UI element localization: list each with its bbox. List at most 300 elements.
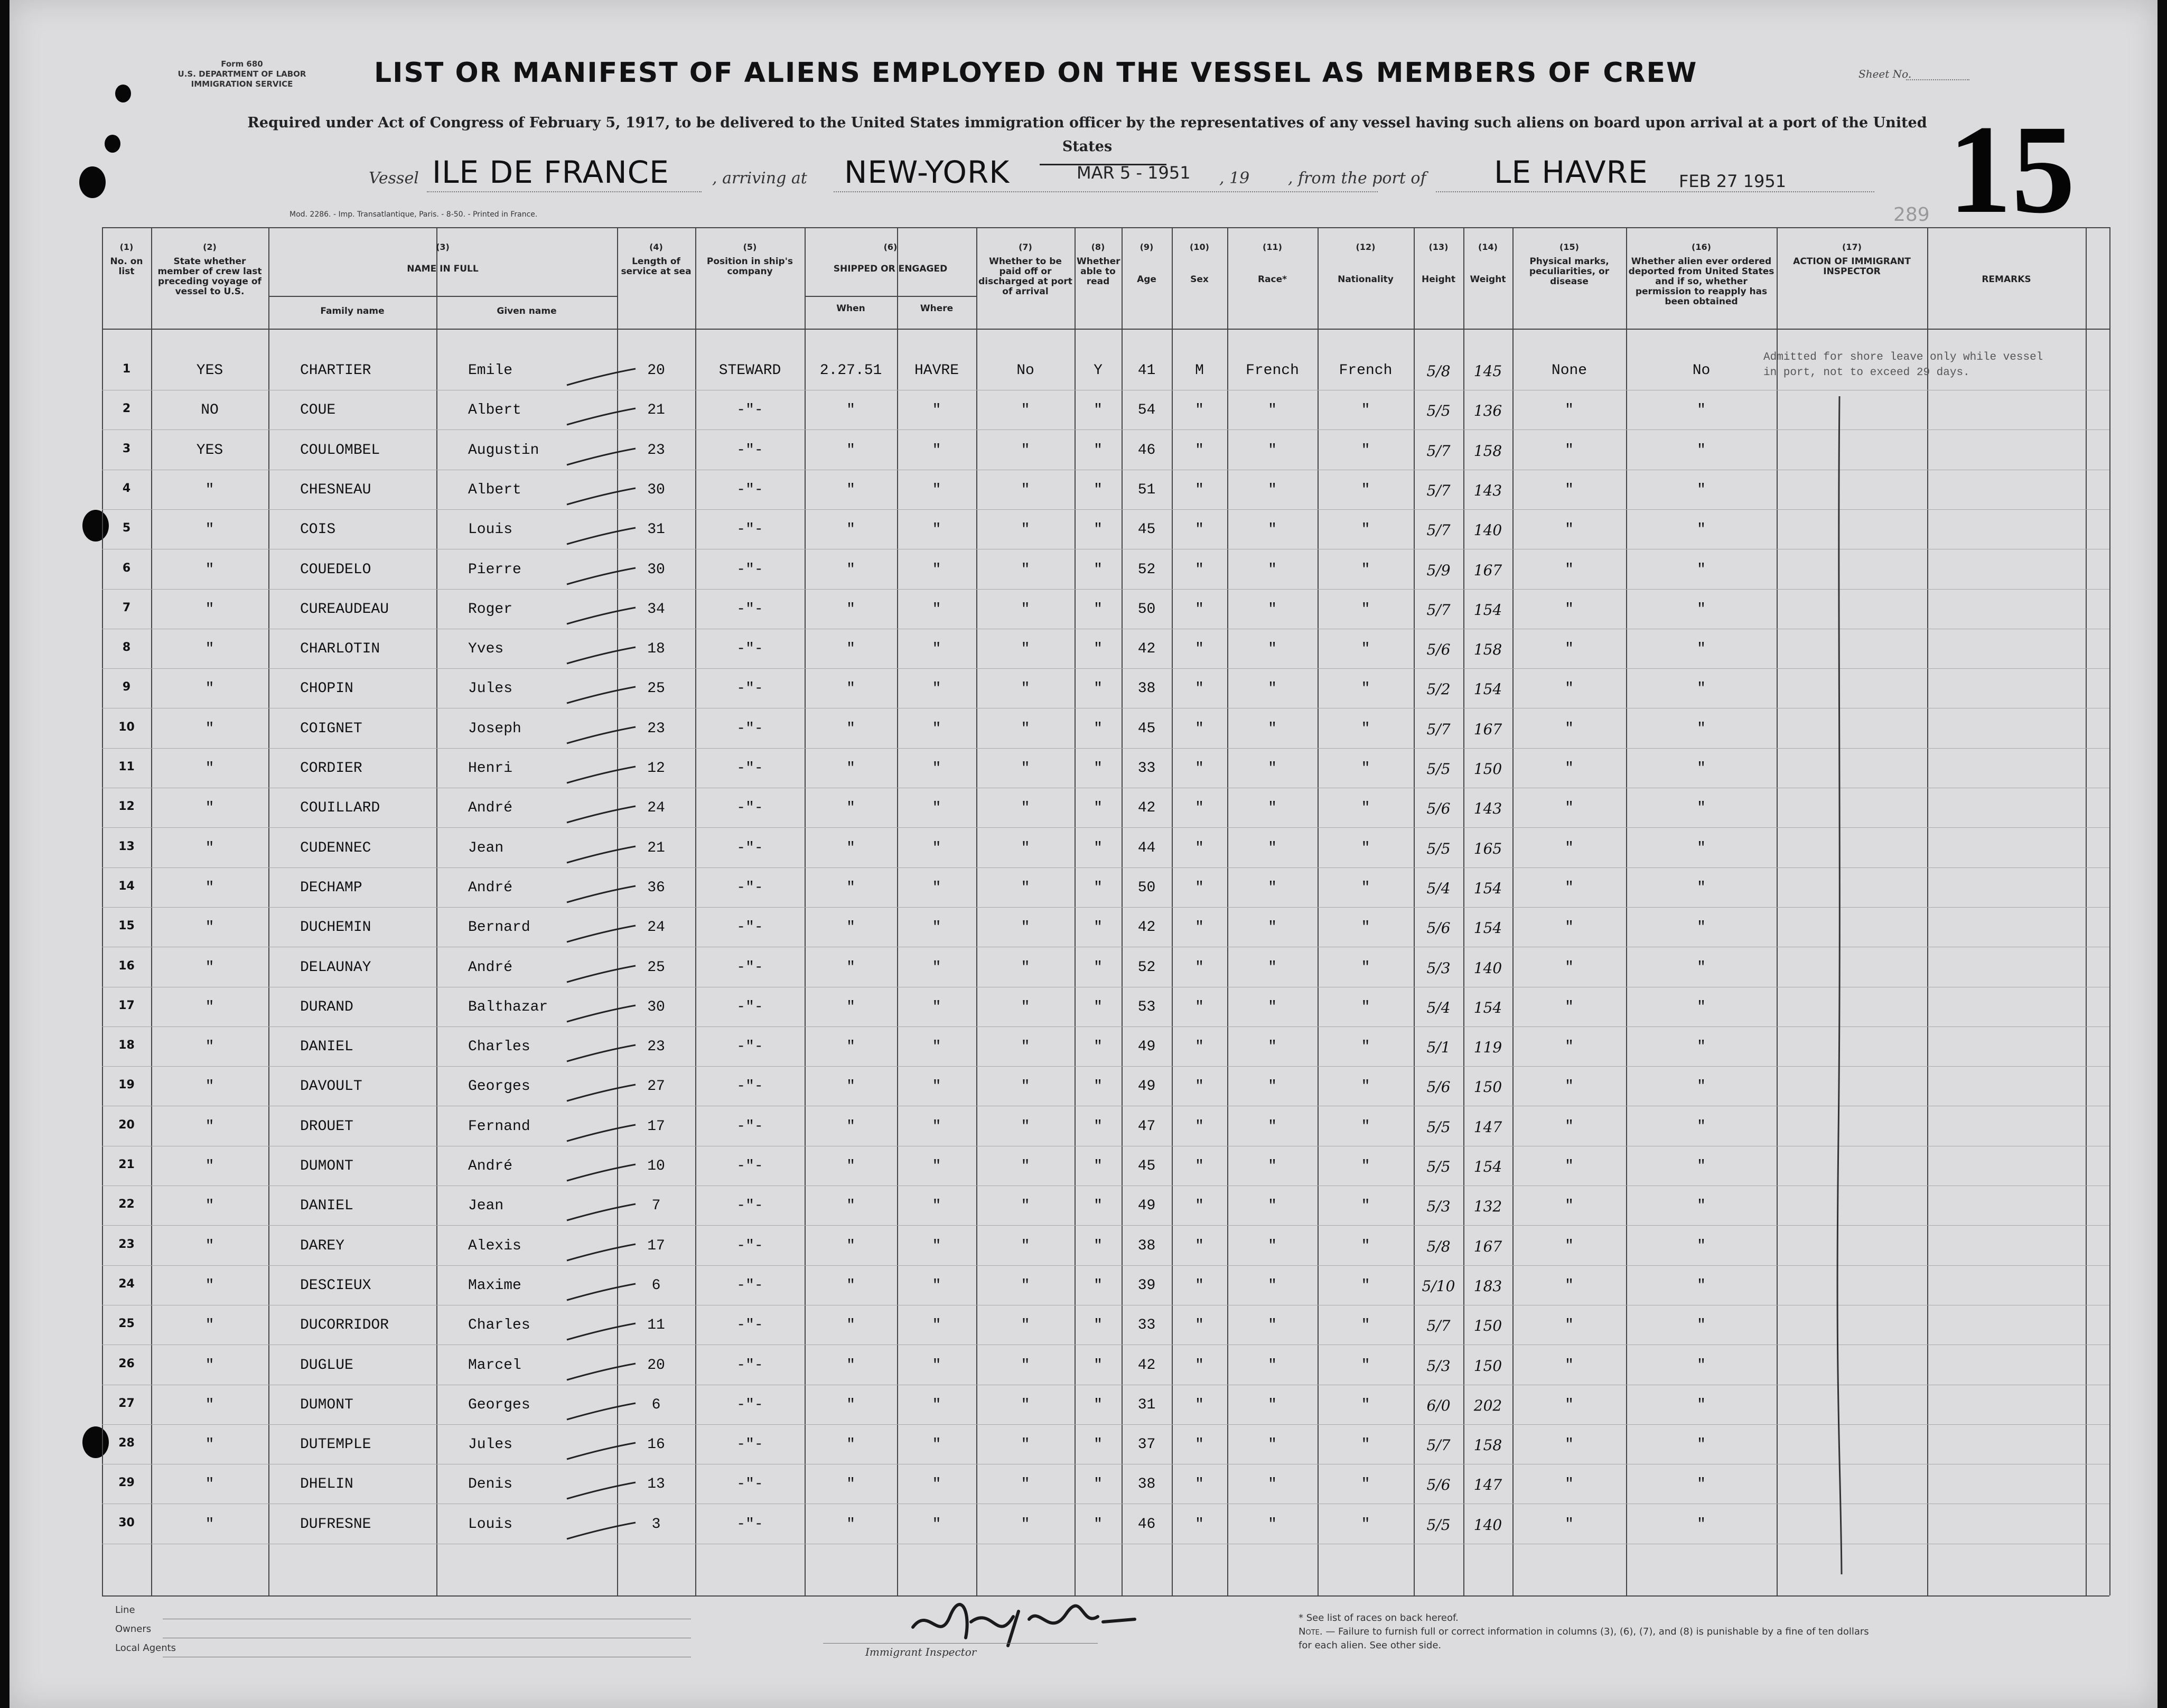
cell-read: " <box>1094 1397 1103 1413</box>
cell-when: " <box>846 521 855 538</box>
cell-marks: " <box>1565 601 1574 618</box>
cell-deported: " <box>1697 562 1706 578</box>
cell-nat: " <box>1361 562 1370 578</box>
cell-service: 23 <box>647 1039 665 1055</box>
cell-nat: " <box>1361 1078 1370 1095</box>
cell-weight: 150 <box>1473 1317 1502 1334</box>
cell-weight: 140 <box>1473 1516 1502 1534</box>
cell-marks: " <box>1565 721 1574 737</box>
cell-given: Henri <box>468 760 513 777</box>
cell-height: 5/6 <box>1426 800 1451 817</box>
check-tick-icon <box>564 1480 638 1501</box>
cell-nat: " <box>1361 680 1370 697</box>
check-tick-icon <box>564 764 638 786</box>
cell-service: 11 <box>647 1317 665 1333</box>
cell-no: 14 <box>118 880 135 893</box>
cell-prev: " <box>205 1078 214 1095</box>
cell-service: 36 <box>647 880 665 896</box>
cell-prev: " <box>205 1476 214 1492</box>
cell-nat: " <box>1361 1516 1370 1533</box>
inspector-label: Immigrant Inspector <box>865 1646 977 1658</box>
check-tick-icon <box>564 605 638 627</box>
cell-height: 6/0 <box>1426 1397 1451 1414</box>
cell-when: " <box>846 760 855 777</box>
cell-paid: " <box>1021 402 1030 418</box>
cell-height: 5/7 <box>1426 521 1451 539</box>
cell-weight: 158 <box>1473 1436 1502 1454</box>
cell-position: -"- <box>736 442 763 459</box>
cell-sex: " <box>1195 1397 1204 1413</box>
cell-read: " <box>1094 1078 1103 1095</box>
cell-no: 6 <box>122 562 131 575</box>
check-tick-icon <box>564 486 638 507</box>
cell-age: 45 <box>1137 721 1156 737</box>
grid-column-rule <box>1626 227 1627 1595</box>
form-department: U.S. DEPARTMENT OF LABOR <box>178 69 306 79</box>
cell-age: 52 <box>1137 959 1156 976</box>
cell-family: COUEDELO <box>300 562 371 578</box>
cell-weight: 147 <box>1473 1118 1502 1136</box>
cell-where: " <box>932 721 941 737</box>
cell-marks: " <box>1565 840 1574 856</box>
cell-nat: " <box>1361 1277 1370 1294</box>
cell-weight: 154 <box>1473 1158 1502 1175</box>
cell-weight: 154 <box>1473 999 1502 1016</box>
cell-nat: " <box>1361 800 1370 816</box>
cell-paid: " <box>1021 919 1030 936</box>
cell-no: 13 <box>118 840 135 853</box>
cell-paid: " <box>1021 959 1030 976</box>
header-c7-number: (7) <box>1019 242 1032 252</box>
cell-family: DROUET <box>300 1118 353 1135</box>
grid-column-rule <box>1777 227 1778 1595</box>
grid-entry-rule <box>102 589 2109 590</box>
note-label: Note. <box>1299 1626 1323 1637</box>
cell-no: 4 <box>122 482 131 495</box>
cell-when: " <box>846 1397 855 1413</box>
grid-entry-rule <box>102 1066 2109 1067</box>
cell-prev: " <box>205 1436 214 1453</box>
cell-service: 25 <box>647 680 665 697</box>
cell-family: CHOPIN <box>300 680 353 697</box>
cell-prev: " <box>205 840 214 856</box>
cell-paid: " <box>1021 1397 1030 1413</box>
fill-line <box>834 191 1378 192</box>
cell-no: 11 <box>118 760 135 773</box>
cell-where: " <box>932 521 941 538</box>
grid-entry-rule <box>102 509 2109 510</box>
cell-no: 21 <box>118 1158 135 1171</box>
cell-where: " <box>932 1238 941 1254</box>
header-c6-number: (6) <box>883 242 898 252</box>
header-c8-number: (8) <box>1091 242 1105 252</box>
cell-given: Louis <box>468 1516 513 1533</box>
cell-deported: " <box>1697 1476 1706 1492</box>
cell-prev: " <box>205 919 214 936</box>
cell-read: " <box>1094 482 1103 498</box>
grid-column-rule <box>1172 227 1173 1595</box>
cell-deported: " <box>1697 521 1706 538</box>
cell-prev: YES <box>196 442 223 459</box>
cell-weight: 147 <box>1473 1476 1502 1494</box>
check-tick-icon <box>564 1361 638 1383</box>
cell-given: Georges <box>468 1078 530 1095</box>
cell-prev: " <box>205 680 214 697</box>
cell-paid: " <box>1021 1078 1030 1095</box>
header-shipped-when: When <box>836 303 865 314</box>
cell-marks: " <box>1565 1118 1574 1135</box>
cell-marks: " <box>1565 999 1574 1015</box>
cell-when: " <box>846 482 855 498</box>
cell-deported: No <box>1692 362 1711 379</box>
cell-no: 15 <box>118 919 135 932</box>
cell-family: CHARTIER <box>300 362 371 379</box>
cell-position: -"- <box>736 721 763 737</box>
cell-deported: " <box>1697 800 1706 816</box>
header-c4-label: Length of service at sea <box>621 256 692 277</box>
cell-where: " <box>932 601 941 618</box>
cell-read: " <box>1094 442 1103 459</box>
cell-race: " <box>1268 919 1277 936</box>
cell-when: " <box>846 1516 855 1533</box>
cell-age: 33 <box>1137 1317 1156 1333</box>
cell-age: 45 <box>1137 1158 1156 1174</box>
cell-sex: " <box>1195 800 1204 816</box>
cell-where: " <box>932 959 941 976</box>
cell-no: 3 <box>122 442 131 455</box>
cell-no: 30 <box>118 1516 135 1529</box>
cell-service: 7 <box>651 1198 661 1214</box>
cell-height: 5/8 <box>1426 1238 1451 1255</box>
cell-age: 38 <box>1137 1238 1156 1254</box>
cell-read: " <box>1094 1476 1103 1492</box>
cell-age: 49 <box>1137 1078 1156 1095</box>
cell-sex: " <box>1195 760 1204 777</box>
cell-prev: " <box>205 482 214 498</box>
cell-when: " <box>846 562 855 578</box>
cell-no: 18 <box>118 1039 135 1052</box>
cell-where: " <box>932 1436 941 1453</box>
cell-deported: " <box>1697 1158 1706 1174</box>
header-c1-label: No. on list <box>110 256 143 277</box>
cell-when: " <box>846 840 855 856</box>
cell-paid: " <box>1021 1516 1030 1533</box>
cell-weight: 154 <box>1473 919 1502 937</box>
cell-sex: " <box>1195 601 1204 618</box>
cell-age: 50 <box>1137 601 1156 618</box>
inspector-action-note: Admitted for shore leave only while vessel in port, not to exceed 29 days. <box>1763 351 2043 379</box>
cell-sex: " <box>1195 999 1204 1015</box>
cell-paid: No <box>1016 362 1034 379</box>
cell-prev: " <box>205 562 214 578</box>
header-remarks-label: REMARKS <box>1982 274 2031 285</box>
cell-sex: " <box>1195 1516 1204 1533</box>
cell-race: " <box>1268 1158 1277 1174</box>
cell-read: " <box>1094 721 1103 737</box>
cell-deported: " <box>1697 999 1706 1015</box>
cell-service: 17 <box>647 1118 665 1135</box>
cell-read: " <box>1094 562 1103 578</box>
cell-deported: " <box>1697 482 1706 498</box>
header-family-name: Family name <box>320 306 385 316</box>
grid-column-rule <box>1463 227 1464 1595</box>
cell-paid: " <box>1021 1198 1030 1214</box>
cell-age: 38 <box>1137 680 1156 697</box>
cell-position: STEWARD <box>718 362 781 379</box>
cell-height: 5/9 <box>1426 562 1451 579</box>
cell-nat: " <box>1361 1039 1370 1055</box>
cell-given: Charles <box>468 1039 530 1055</box>
cell-when: " <box>846 800 855 816</box>
header-c11-number: (11) <box>1263 242 1282 252</box>
cell-age: 47 <box>1137 1118 1156 1135</box>
cell-age: 52 <box>1137 562 1156 578</box>
cell-marks: " <box>1565 959 1574 976</box>
cell-race: " <box>1268 999 1277 1015</box>
cell-family: COULOMBEL <box>300 442 380 459</box>
cell-marks: " <box>1565 1078 1574 1095</box>
races-note: * See list of races on back hereof. <box>1299 1612 1459 1623</box>
punch-hole <box>105 135 120 153</box>
cell-nat: " <box>1361 919 1370 936</box>
grid-column-rule <box>1227 227 1228 1595</box>
cell-paid: " <box>1021 641 1030 657</box>
cell-given: Roger <box>468 601 513 618</box>
cell-read: " <box>1094 840 1103 856</box>
cell-prev: " <box>205 1516 214 1533</box>
header-c15-number: (15) <box>1559 242 1579 252</box>
cell-no: 23 <box>118 1238 135 1251</box>
cell-read: " <box>1094 601 1103 618</box>
cell-race: " <box>1268 1039 1277 1055</box>
cell-position: -"- <box>736 1078 763 1095</box>
cell-age: 50 <box>1137 880 1156 896</box>
cell-prev: " <box>205 1397 214 1413</box>
cell-where: " <box>932 800 941 816</box>
cell-age: 49 <box>1137 1198 1156 1214</box>
arrival-port: NEW-YORK <box>844 154 1010 190</box>
cell-marks: " <box>1565 880 1574 896</box>
cell-read: " <box>1094 1357 1103 1374</box>
check-tick-icon <box>564 1162 638 1183</box>
cell-prev: " <box>205 721 214 737</box>
cell-position: -"- <box>736 641 763 657</box>
cell-nat: " <box>1361 442 1370 459</box>
cell-sex: " <box>1195 919 1204 936</box>
cell-height: 5/3 <box>1426 1357 1451 1375</box>
form-id-block <box>168 59 316 89</box>
cell-race: " <box>1268 1118 1277 1135</box>
grid-entry-rule <box>102 748 2109 749</box>
cell-position: -"- <box>736 959 763 976</box>
cell-weight: 143 <box>1473 482 1502 499</box>
cell-deported: " <box>1697 760 1706 777</box>
cell-deported: " <box>1697 1277 1706 1294</box>
cell-family: CUREAUDEAU <box>300 601 389 618</box>
cell-position: -"- <box>736 562 763 578</box>
cell-prev: " <box>205 1118 214 1135</box>
cell-height: 5/3 <box>1426 1198 1451 1215</box>
cell-paid: " <box>1021 1158 1030 1174</box>
cell-where: " <box>932 482 941 498</box>
header-c17-number: (17) <box>1842 242 1862 252</box>
cell-nat: " <box>1361 959 1370 976</box>
cell-given: André <box>468 880 513 896</box>
grid-column-rule <box>976 227 977 1595</box>
grid-column-rule <box>2109 227 2110 1595</box>
check-tick-icon <box>564 566 638 587</box>
cell-sex: " <box>1195 959 1204 976</box>
header-c12-label: Nationality <box>1338 274 1394 285</box>
cell-height: 5/4 <box>1426 999 1451 1016</box>
check-tick-icon <box>564 1082 638 1104</box>
cell-deported: " <box>1697 601 1706 618</box>
cell-service: 20 <box>647 1357 665 1374</box>
manifest-sheet <box>10 0 2157 1708</box>
cell-given: Jean <box>468 840 504 856</box>
cell-nat: " <box>1361 760 1370 777</box>
cell-family: DANIEL <box>300 1198 353 1214</box>
cell-prev: " <box>205 1317 214 1333</box>
cell-nat: " <box>1361 880 1370 896</box>
cell-deported: " <box>1697 1397 1706 1413</box>
cell-position: -"- <box>736 1397 763 1413</box>
cell-nat: " <box>1361 721 1370 737</box>
grid-column-rule <box>1075 227 1076 1595</box>
cell-family: DUMONT <box>300 1397 353 1413</box>
cell-service: 30 <box>647 482 665 498</box>
cell-where: " <box>932 840 941 856</box>
header-c8-label: Whether able to read <box>1077 256 1120 287</box>
arrival-date-stamp: MAR 5 - 1951 <box>1077 163 1191 183</box>
cell-height: 5/6 <box>1426 919 1451 937</box>
check-tick-icon <box>564 1282 638 1303</box>
header-c16-label: Whether alien ever ordered deported from United States and if so, whether permission to reapply has been obtained <box>1628 256 1774 307</box>
cell-position: -"- <box>736 1317 763 1333</box>
cell-read: " <box>1094 760 1103 777</box>
cell-marks: " <box>1565 1039 1574 1055</box>
cell-height: 5/7 <box>1426 721 1451 738</box>
cell-family: DUFRESNE <box>300 1516 371 1533</box>
cell-height: 5/4 <box>1426 880 1451 897</box>
header-c10-number: (10) <box>1190 242 1209 252</box>
cell-when: " <box>846 601 855 618</box>
cell-deported: " <box>1697 680 1706 697</box>
cell-race: " <box>1268 601 1277 618</box>
cell-paid: " <box>1021 1238 1030 1254</box>
cell-prev: YES <box>196 362 223 379</box>
cell-when: " <box>846 680 855 697</box>
cell-given: Bernard <box>468 919 530 936</box>
cell-position: -"- <box>736 840 763 856</box>
cell-when: " <box>846 1277 855 1294</box>
cell-marks: " <box>1565 1317 1574 1333</box>
cell-family: DESCIEUX <box>300 1277 371 1294</box>
check-tick-icon <box>564 725 638 746</box>
punch-hole <box>115 85 131 102</box>
cell-when: " <box>846 1357 855 1374</box>
cell-deported: " <box>1697 1317 1706 1333</box>
cell-height: 5/5 <box>1426 840 1451 857</box>
cell-height: 5/6 <box>1426 1476 1451 1494</box>
header-c12-number: (12) <box>1356 242 1376 252</box>
grid-entry-rule <box>102 867 2109 868</box>
cell-weight: 154 <box>1473 601 1502 619</box>
header-c3-number: (3) <box>436 242 450 252</box>
cell-age: 31 <box>1137 1397 1156 1413</box>
cell-deported: " <box>1697 641 1706 657</box>
cell-deported: " <box>1697 1039 1706 1055</box>
cell-sex: " <box>1195 1158 1204 1174</box>
cell-position: -"- <box>736 1238 763 1254</box>
cell-service: 16 <box>647 1436 665 1453</box>
required-statement: Required under Act of Congress of February 5, 1917, to be delivered to the United States immigration officer by the representatives of any vessel having such aliens on board upon arrival at a port of the United States <box>247 115 1927 155</box>
cell-prev: " <box>205 800 214 816</box>
cell-family: COUE <box>300 402 336 418</box>
cell-sex: M <box>1195 362 1204 379</box>
check-tick-icon <box>564 1202 638 1223</box>
fill-line <box>1436 191 1874 192</box>
cell-height: 5/2 <box>1426 680 1451 698</box>
cell-height: 5/5 <box>1426 402 1451 419</box>
cell-weight: 140 <box>1473 959 1502 977</box>
cell-paid: " <box>1021 1436 1030 1453</box>
header-c2-number: (2) <box>203 242 217 252</box>
cell-position: -"- <box>736 760 763 777</box>
grid-subheader-rule <box>805 296 976 297</box>
cell-service: 23 <box>647 442 665 459</box>
cell-when: 2.27.51 <box>819 362 882 379</box>
grid-column-rule <box>617 227 618 1595</box>
cell-height: 5/5 <box>1426 1516 1451 1534</box>
cell-age: 54 <box>1137 402 1156 418</box>
grid-column-rule <box>805 227 806 1595</box>
cell-weight: 154 <box>1473 880 1502 897</box>
cell-deported: " <box>1697 402 1706 418</box>
cell-family: DECHAMP <box>300 880 362 896</box>
cell-sex: " <box>1195 1317 1204 1333</box>
document-title: LIST OR MANIFEST OF ALIENS EMPLOYED ON THE VESSEL AS MEMBERS OF CREW <box>374 57 1698 89</box>
cell-when: " <box>846 1039 855 1055</box>
cell-nat: " <box>1361 641 1370 657</box>
cell-marks: " <box>1565 800 1574 816</box>
cell-given: André <box>468 1158 513 1174</box>
cell-prev: " <box>205 880 214 896</box>
cell-no: 28 <box>118 1436 135 1450</box>
cell-weight: 143 <box>1473 800 1502 817</box>
check-tick-icon <box>564 1123 638 1144</box>
cell-given: Jean <box>468 1198 504 1214</box>
cell-weight: 165 <box>1473 840 1502 857</box>
cell-given: Joseph <box>468 721 521 737</box>
cell-position: -"- <box>736 880 763 896</box>
cell-paid: " <box>1021 760 1030 777</box>
cell-weight: 136 <box>1473 402 1502 419</box>
header-c3-label: NAME IN FULL <box>407 264 479 274</box>
grid-entry-rule <box>102 1026 2109 1027</box>
footer-labels <box>115 1601 176 1658</box>
cell-service: 17 <box>647 1238 665 1254</box>
cell-marks: " <box>1565 1476 1574 1492</box>
cell-prev: " <box>205 959 214 976</box>
cell-race: " <box>1268 482 1277 498</box>
cell-no: 26 <box>118 1357 135 1370</box>
cell-paid: " <box>1021 1118 1030 1135</box>
cell-family: DUCHEMIN <box>300 919 371 936</box>
cell-when: " <box>846 641 855 657</box>
cell-weight: 167 <box>1473 1238 1502 1255</box>
cell-family: DUCORRIDOR <box>300 1317 389 1333</box>
